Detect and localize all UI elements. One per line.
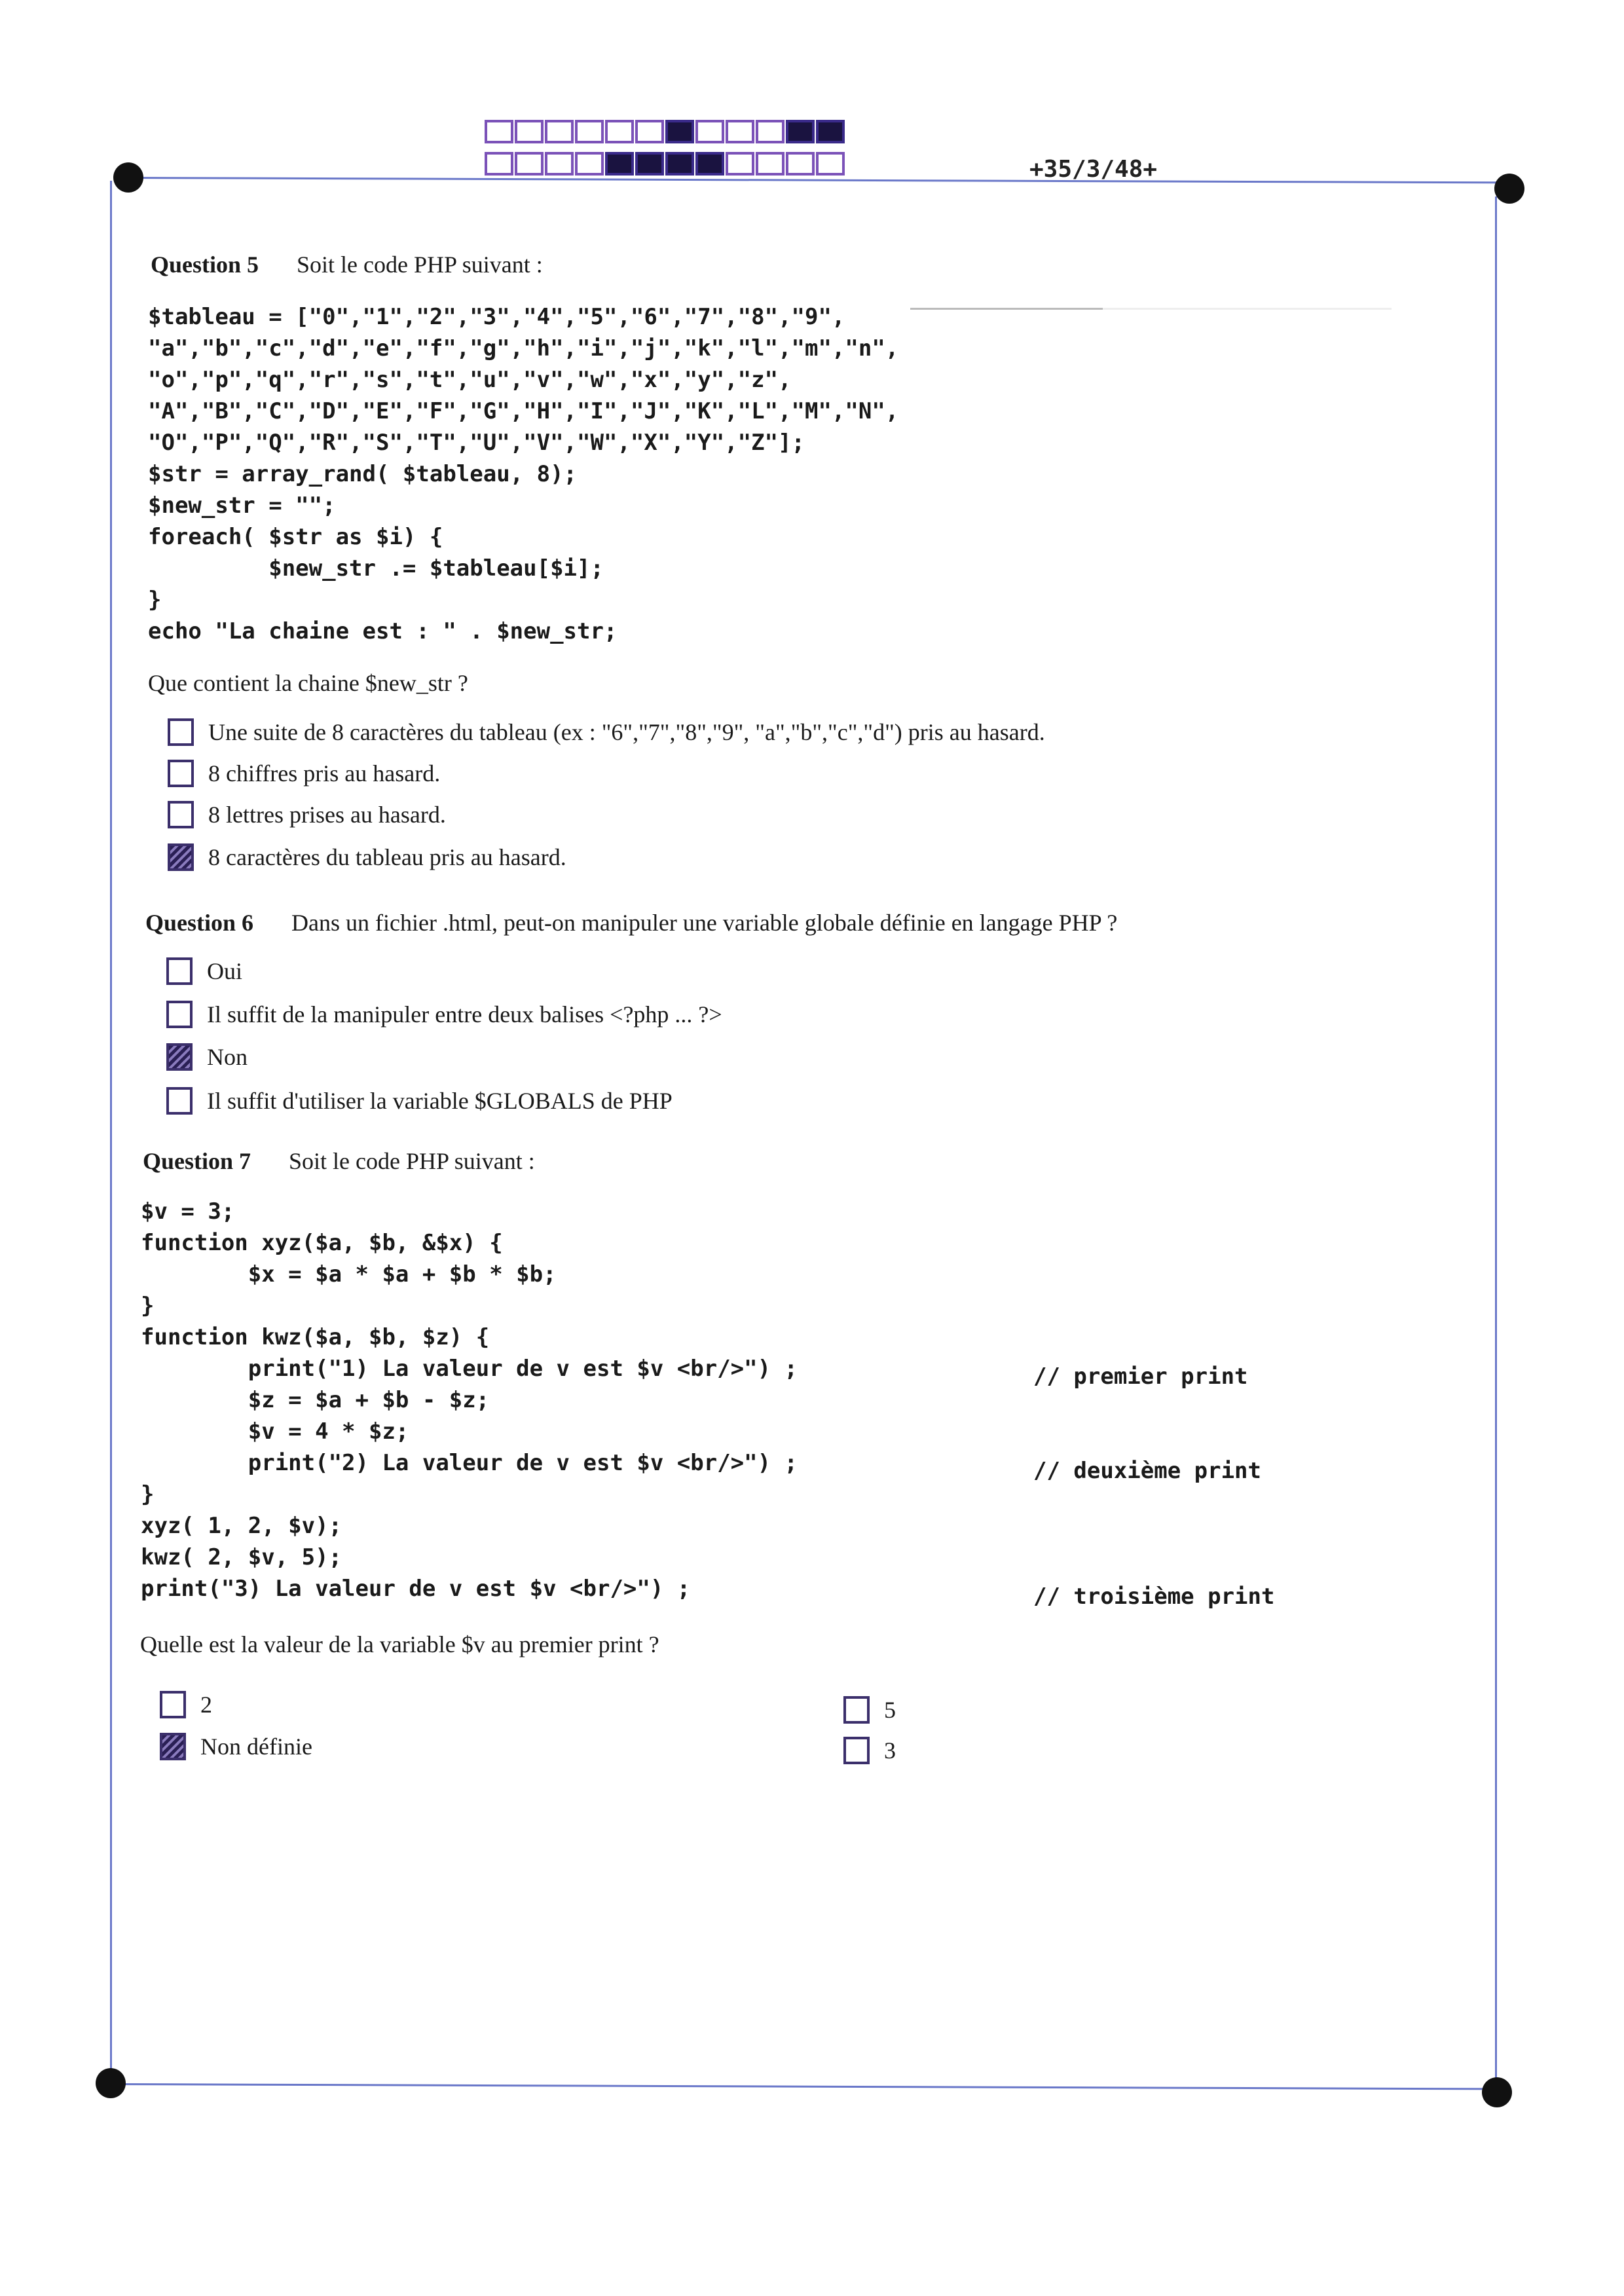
barcode-cell bbox=[575, 120, 604, 143]
barcode-cell bbox=[695, 120, 724, 143]
checkbox[interactable] bbox=[168, 760, 194, 787]
frame-left-line bbox=[110, 181, 112, 2083]
answer-label: Il suffit d'utiliser la variable $GLOBALS de PHP bbox=[207, 1088, 673, 1114]
q7-answer-3[interactable] bbox=[843, 1696, 896, 1724]
question-number: Question 6 bbox=[145, 910, 254, 936]
q7-answer-4[interactable] bbox=[843, 1737, 896, 1764]
corner-mark-top-left bbox=[113, 162, 143, 193]
frame-right-line bbox=[1495, 196, 1497, 2089]
barcode-cell bbox=[786, 120, 815, 143]
barcode-cell bbox=[756, 120, 784, 143]
answer-label: Non définie bbox=[200, 1733, 312, 1760]
q7-answer-1[interactable] bbox=[160, 1691, 212, 1718]
question-6-title bbox=[145, 909, 1117, 936]
checkbox[interactable] bbox=[160, 1691, 186, 1718]
answer-label: 8 caractères du tableau pris au hasard. bbox=[208, 844, 566, 870]
barcode-cell bbox=[635, 152, 664, 176]
question-intro: Soit le code PHP suivant : bbox=[297, 251, 543, 278]
barcode-cell bbox=[695, 152, 724, 176]
barcode-cell bbox=[816, 152, 845, 176]
barcode-cell bbox=[545, 152, 574, 176]
barcode-cell bbox=[485, 152, 513, 176]
q5-answer-2[interactable] bbox=[168, 760, 440, 787]
barcode-cell bbox=[605, 120, 634, 143]
barcode-cell bbox=[726, 120, 754, 143]
barcode-cell bbox=[786, 152, 815, 176]
frame-top-line bbox=[128, 177, 1509, 183]
answer-label: 3 bbox=[884, 1737, 896, 1764]
checkbox[interactable] bbox=[166, 1043, 193, 1071]
question-5-code: $tableau = ["0","1","2","3","4","5","6","7","8","9", "a","b","c","d","e","f","g","h","i","j","k","l","m","n", "o","p","q","r","s","t","u","v","w","x","y","z", "A","B","C","D","E","F","G","H","I","J","K","L","M","N", "O","P","Q","R","S","T","U","V","W","X","Y","Z"]; $str = array_rand( $tableau, 8); $new_str = ""; foreach( $str as $i) { $new_str .= $tableau[$i]; } echo "La chaine est : " . $new_str; bbox=[148, 304, 899, 644]
corner-mark-bottom-right bbox=[1482, 2077, 1512, 2107]
answer-label: 2 bbox=[200, 1692, 212, 1718]
answer-label: 5 bbox=[884, 1697, 896, 1723]
barcode-cell bbox=[515, 120, 544, 143]
comment-troisieme-print: // troisième print bbox=[1033, 1583, 1275, 1610]
barcode-cell bbox=[816, 120, 845, 143]
question-intro: Dans un fichier .html, peut-on manipuler une variable globale définie en langage PHP ? bbox=[291, 910, 1118, 936]
q6-answer-4[interactable] bbox=[166, 1087, 673, 1115]
question-7-code: $v = 3; function xyz($a, $b, &$x) { $x = $a * $a + $b * $b; } function kwz($a, $b, $z) { print("1) La valeur de v est $v <br/>") ; $z = $a + $b - $z; $v = 4 * $z; print("2) La valeur de v est $v <br/>") ; } xyz( 1, 2, $v); kwz( 2, $v, 5); print("3) La valeur de v est $v <br/>") ; bbox=[141, 1198, 798, 1602]
checkbox[interactable] bbox=[166, 957, 193, 985]
question-intro: Soit le code PHP suivant : bbox=[289, 1148, 535, 1174]
barcode-cell bbox=[635, 120, 664, 143]
answer-label: Il suffit de la manipuler entre deux balises <?php ... ?> bbox=[207, 1001, 722, 1028]
barcode-cell bbox=[575, 152, 604, 176]
q6-answer-1[interactable] bbox=[166, 957, 242, 985]
question-5-prompt: Que contient la chaine $new_str ? bbox=[148, 670, 468, 696]
barcode-cell bbox=[756, 152, 784, 176]
question-number: Question 5 bbox=[151, 251, 259, 278]
question-7-prompt: Quelle est la valeur de la variable $v au premier print ? bbox=[140, 1631, 659, 1657]
barcode-cell bbox=[605, 152, 634, 176]
frame-bottom-line bbox=[111, 2083, 1496, 2090]
question-number: Question 7 bbox=[143, 1148, 251, 1174]
q6-answer-3[interactable] bbox=[166, 1043, 248, 1071]
answer-label: Non bbox=[207, 1044, 248, 1070]
checkbox[interactable] bbox=[166, 1001, 193, 1028]
answer-label: Une suite de 8 caractères du tableau (ex : "6","7","8","9", "a","b","c","d") pris au hasard. bbox=[208, 719, 1045, 745]
checkbox[interactable] bbox=[843, 1696, 870, 1724]
checkbox[interactable] bbox=[843, 1737, 870, 1764]
corner-mark-top-right bbox=[1494, 174, 1524, 204]
q5-answer-4[interactable] bbox=[168, 843, 566, 871]
corner-mark-bottom-left bbox=[96, 2068, 126, 2098]
question-5-title bbox=[151, 251, 543, 278]
checkbox[interactable] bbox=[168, 718, 194, 746]
q7-answer-2[interactable] bbox=[160, 1733, 312, 1760]
answer-label: Oui bbox=[207, 958, 242, 984]
barcode-row-1 bbox=[485, 120, 846, 143]
checkbox[interactable] bbox=[166, 1087, 193, 1115]
barcode-cell bbox=[545, 120, 574, 143]
checkbox[interactable] bbox=[168, 801, 194, 828]
q5-answer-3[interactable] bbox=[168, 801, 446, 828]
checkbox[interactable] bbox=[160, 1733, 186, 1760]
barcode-cell bbox=[726, 152, 754, 176]
q5-answer-1[interactable] bbox=[168, 718, 1045, 746]
barcode-cell bbox=[665, 152, 694, 176]
checkbox[interactable] bbox=[168, 843, 194, 871]
barcode-row-2 bbox=[485, 152, 846, 176]
answer-label: 8 chiffres pris au hasard. bbox=[208, 760, 441, 787]
page-code: +35/3/48+ bbox=[1029, 156, 1158, 183]
question-7-title bbox=[143, 1147, 535, 1175]
comment-deuxieme-print: // deuxième print bbox=[1033, 1458, 1261, 1484]
barcode-cell bbox=[485, 120, 513, 143]
barcode-cell bbox=[515, 152, 544, 176]
comment-premier-print: // premier print bbox=[1033, 1363, 1248, 1390]
scan-artifact bbox=[910, 308, 1392, 310]
q6-answer-2[interactable] bbox=[166, 1001, 722, 1028]
barcode-cell bbox=[665, 120, 694, 143]
answer-label: 8 lettres prises au hasard. bbox=[208, 802, 446, 828]
